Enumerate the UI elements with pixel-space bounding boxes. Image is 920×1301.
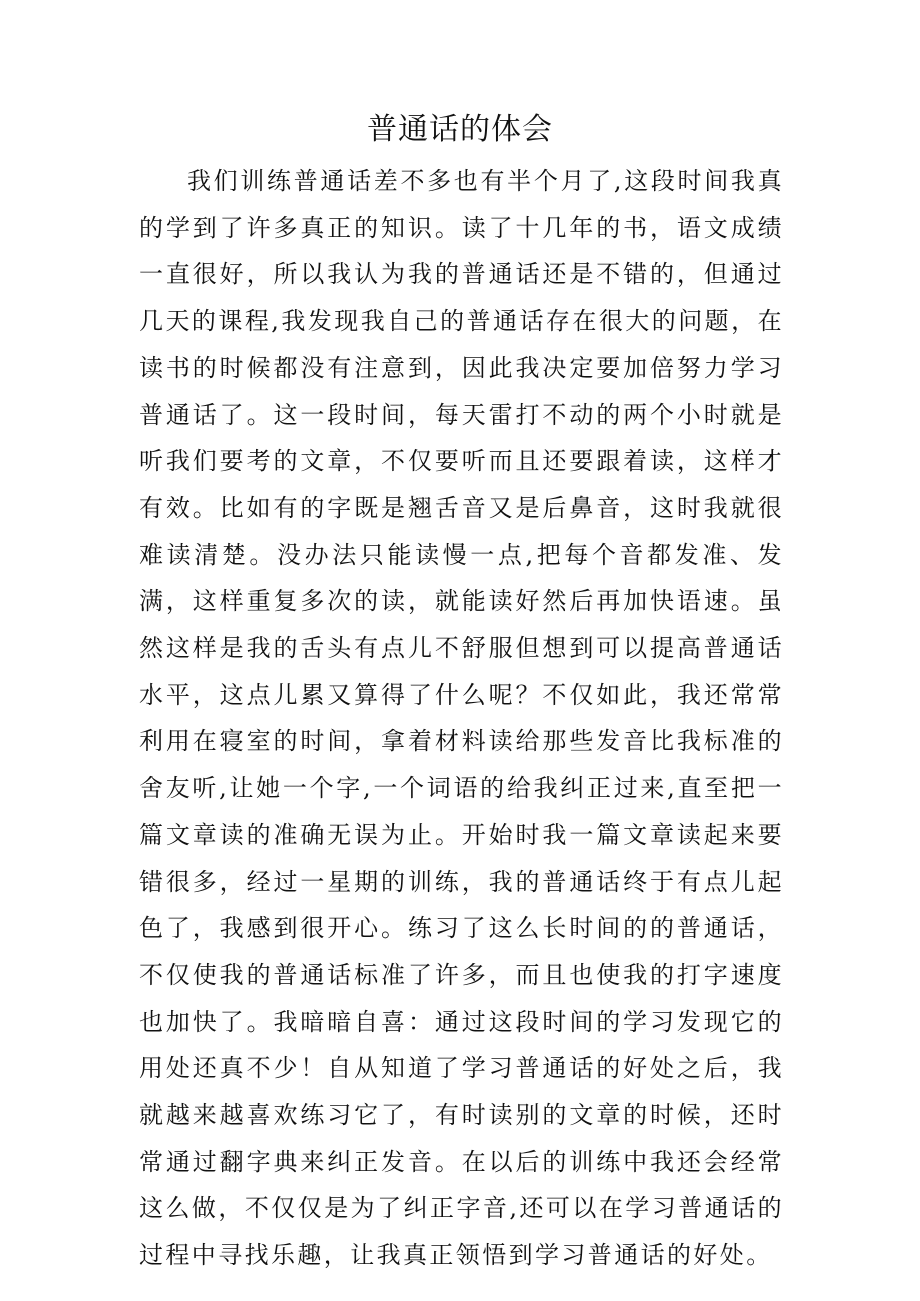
document-title: 普通话的体会 — [367, 112, 553, 147]
body-paragraph: 我们训练普通话差不多也有半个月了,这段时间我真的学到了许多真正的知识。读了十几年的书，语文成绩一直很好，所以我认为我的普通话还是不错的，但通过几天的课程,我发现我自己的普通话存在很大的问题，在读书的时候都没有注意到，因此我决定要加倍努力学习普通话了。这一段时间，每天雷打不动的两个小时就是听我们要考的文章，不仅要听而且还要跟着读，这样才有效。比如有的字既是翘舌音又是后鼻音，这时我就很难读清楚。没办法只能读慢一点,把每个音都发准、发满，这样重复多次的读，就能读好然后再加快语速。虽然这样是我的舌头有点儿不舒服但想到可以提高普通话水平，这点儿累又算得了什么呢？不仅如此，我还常常利用在寝室的时间，拿着材料读给那些发音比我标准的舍友听,让她一个字,一个词语的给我纠正过来,直至把一篇文章读的准确无误为止。开始时我一篇文章读起来要错很多，经过一星期的训练，我的普通话终于有点儿起色了，我感到很开心。练习了这么长时间的的普通话，不仅使我的普通话标准了许多，而且也使我的打字速度也加快了。我暗暗自喜：通过这段时间的学习发现它的用处还真不少！自从知道了学习普通话的好处之后，我就越来越喜欢练习它了，有时读别的文章的时候，还时常通过翻字典来纠正发音。在以后的训练中我还会经常这么做，不仅仅是为了纠正字音,还可以在学习普通话的过程中寻找乐趣，让我真正领悟到学习普通话的好处。 — [139, 167, 784, 1270]
